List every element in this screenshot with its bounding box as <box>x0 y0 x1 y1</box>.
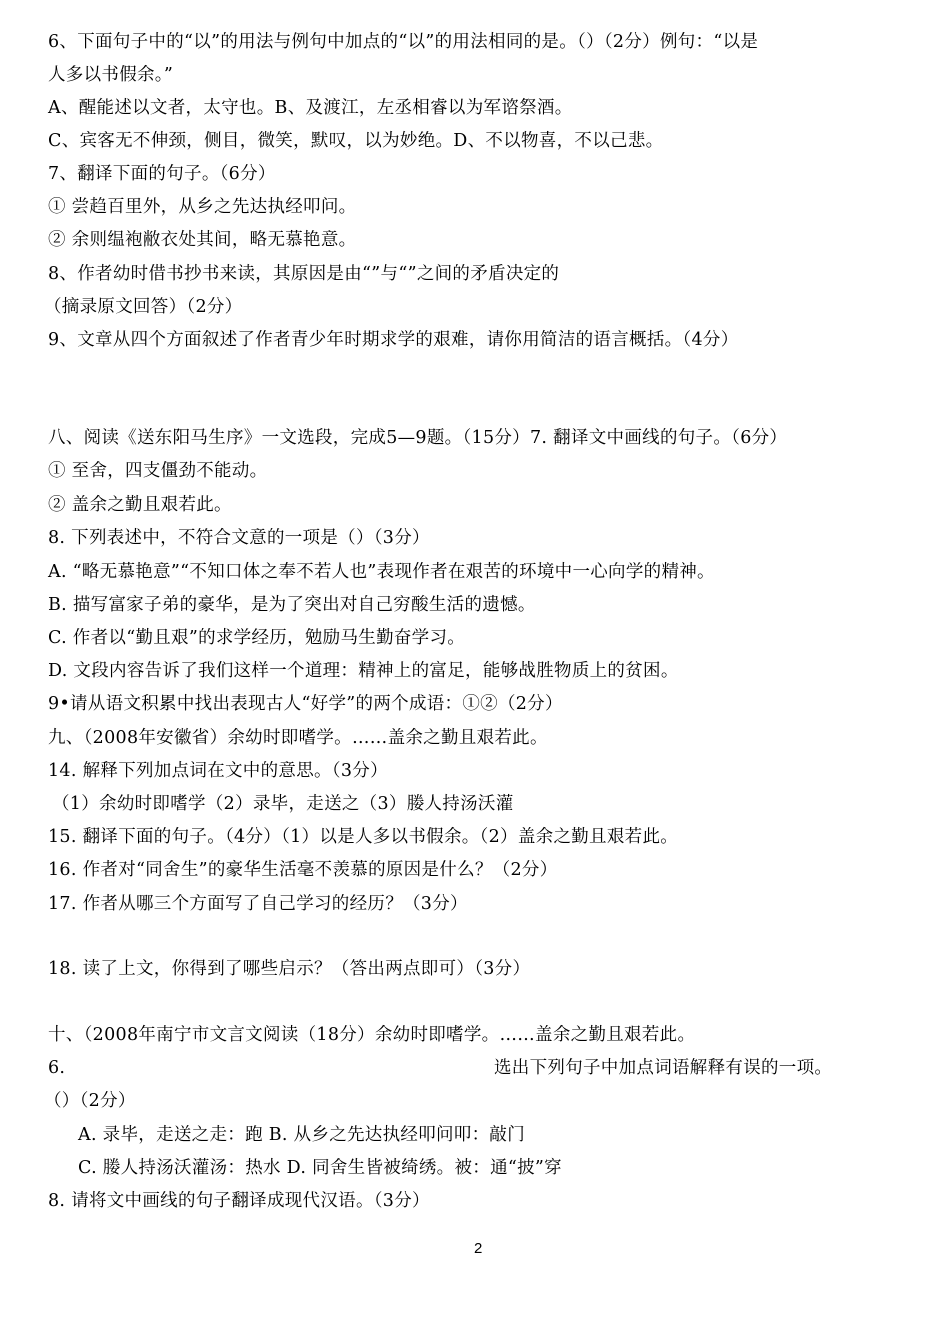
s9-q14-items: （1）余幼时即嗜学（2）录毕，走送之（3）媵人持汤沃灌 <box>52 794 514 814</box>
s9-q17-stem: 17. 作者从哪三个方面写了自己学习的经历？（3分） <box>48 894 468 914</box>
s8-option-d: D. 文段内容告诉了我们这样一个道理：精神上的富足，能够战胜物质上的贫困。 <box>48 661 679 681</box>
s8-q9-stem: 9•请从语文积累中找出表现古人“好学”的两个成语：①②（2分） <box>48 694 563 714</box>
q6-example-cont: 人多以书假余。” <box>48 65 174 85</box>
q7-stem: 7、翻译下面的句子。（6分） <box>48 164 276 184</box>
s8-option-c: C. 作者以“勤且艰”的求学经历，勉励马生勤奋学习。 <box>48 628 466 648</box>
s8-option-a: A. “略无慕艳意”“不知口体之奉不若人也”表现作者在艰苦的环境中一心向学的精神。 <box>48 562 715 582</box>
s10-q6-score: （）（2分） <box>44 1091 136 1111</box>
q9-stem: 9、文章从四个方面叙述了作者青少年时期求学的艰难，请你用简洁的语言概括。（4分） <box>48 330 739 350</box>
q6-options-cd: C、宾客无不伸颈，侧目，微笑，默叹，以为妙绝。D、不以物喜，不以己悲。 <box>48 131 664 151</box>
s8-sentence-2: ② 盖余之勤且艰若此。 <box>48 495 232 515</box>
q6-options-ab: A、醒能述以文者，太守也。B、及渡江，左丞相睿以为军谘祭酒。 <box>48 98 573 118</box>
s10-q6-number: 6. <box>48 1058 66 1078</box>
s10-q8-stem: 8. 请将文中画线的句子翻译成现代汉语。（3分） <box>48 1191 430 1211</box>
s8-sentence-1: ① 至舍，四支僵劲不能动。 <box>48 461 268 481</box>
q6-stem: 6、下面句子中的“以”的用法与例句中加点的“以”的用法相同的是。（）（2分）例句：“以是 <box>48 32 759 52</box>
q7-sentence-2: ② 余则缊袍敝衣处其间，略无慕艳意。 <box>48 230 357 250</box>
s10-q6-options-ab: A. 录毕，走送之走：跑 B. 从乡之先达执经叩问叩：敲门 <box>78 1125 526 1145</box>
section-8-heading: 八、阅读《送东阳马生序》一文选段，完成5—9题。（15分）7. 翻译文中画线的句子。（6分） <box>48 428 788 448</box>
s9-q15-stem: 15. 翻译下面的句子。（4分）（1）以是人多以书假余。（2）盖余之勤且艰若此。 <box>48 827 679 847</box>
s8-q8-stem: 8. 下列表述中，不符合文意的一项是（）（3分） <box>48 528 430 548</box>
s9-q16-stem: 16. 作者对“同舍生”的豪华生活毫不羡慕的原因是什么？（2分） <box>48 860 558 880</box>
s8-option-b: B. 描写富家子弟的豪华，是为了突出对自己穷酸生活的遗憾。 <box>48 595 536 615</box>
q8-stem: 8、作者幼时借书抄书来读，其原因是由“”与“”之间的矛盾决定的 <box>48 264 560 284</box>
s9-q14-stem: 14. 解释下列加点词在文中的意思。（3分） <box>48 761 388 781</box>
q7-sentence-1: ① 尝趋百里外，从乡之先达执经叩问。 <box>48 197 357 217</box>
page-number: 2 <box>474 1240 483 1257</box>
section-10-heading: 十、（2008年南宁市文言文阅读（18分）余幼时即嗜学。……盖余之勤且艰若此。 <box>48 1025 696 1045</box>
s9-q18-stem: 18. 读了上文，你得到了哪些启示？（答出两点即可）（3分） <box>48 959 531 979</box>
s10-q6-options-cd: C. 媵人持汤沃灌汤：热水 D. 同舍生皆被绮绣。被：通“披”穿 <box>78 1158 562 1178</box>
section-9-heading: 九、（2008年安徽省）余幼时即嗜学。……盖余之勤且艰若此。 <box>48 728 548 748</box>
q8-note: （摘录原文回答）（2分） <box>44 297 243 317</box>
s10-q6-stem: 选出下列句子中加点词语解释有误的一项。 <box>494 1058 833 1078</box>
